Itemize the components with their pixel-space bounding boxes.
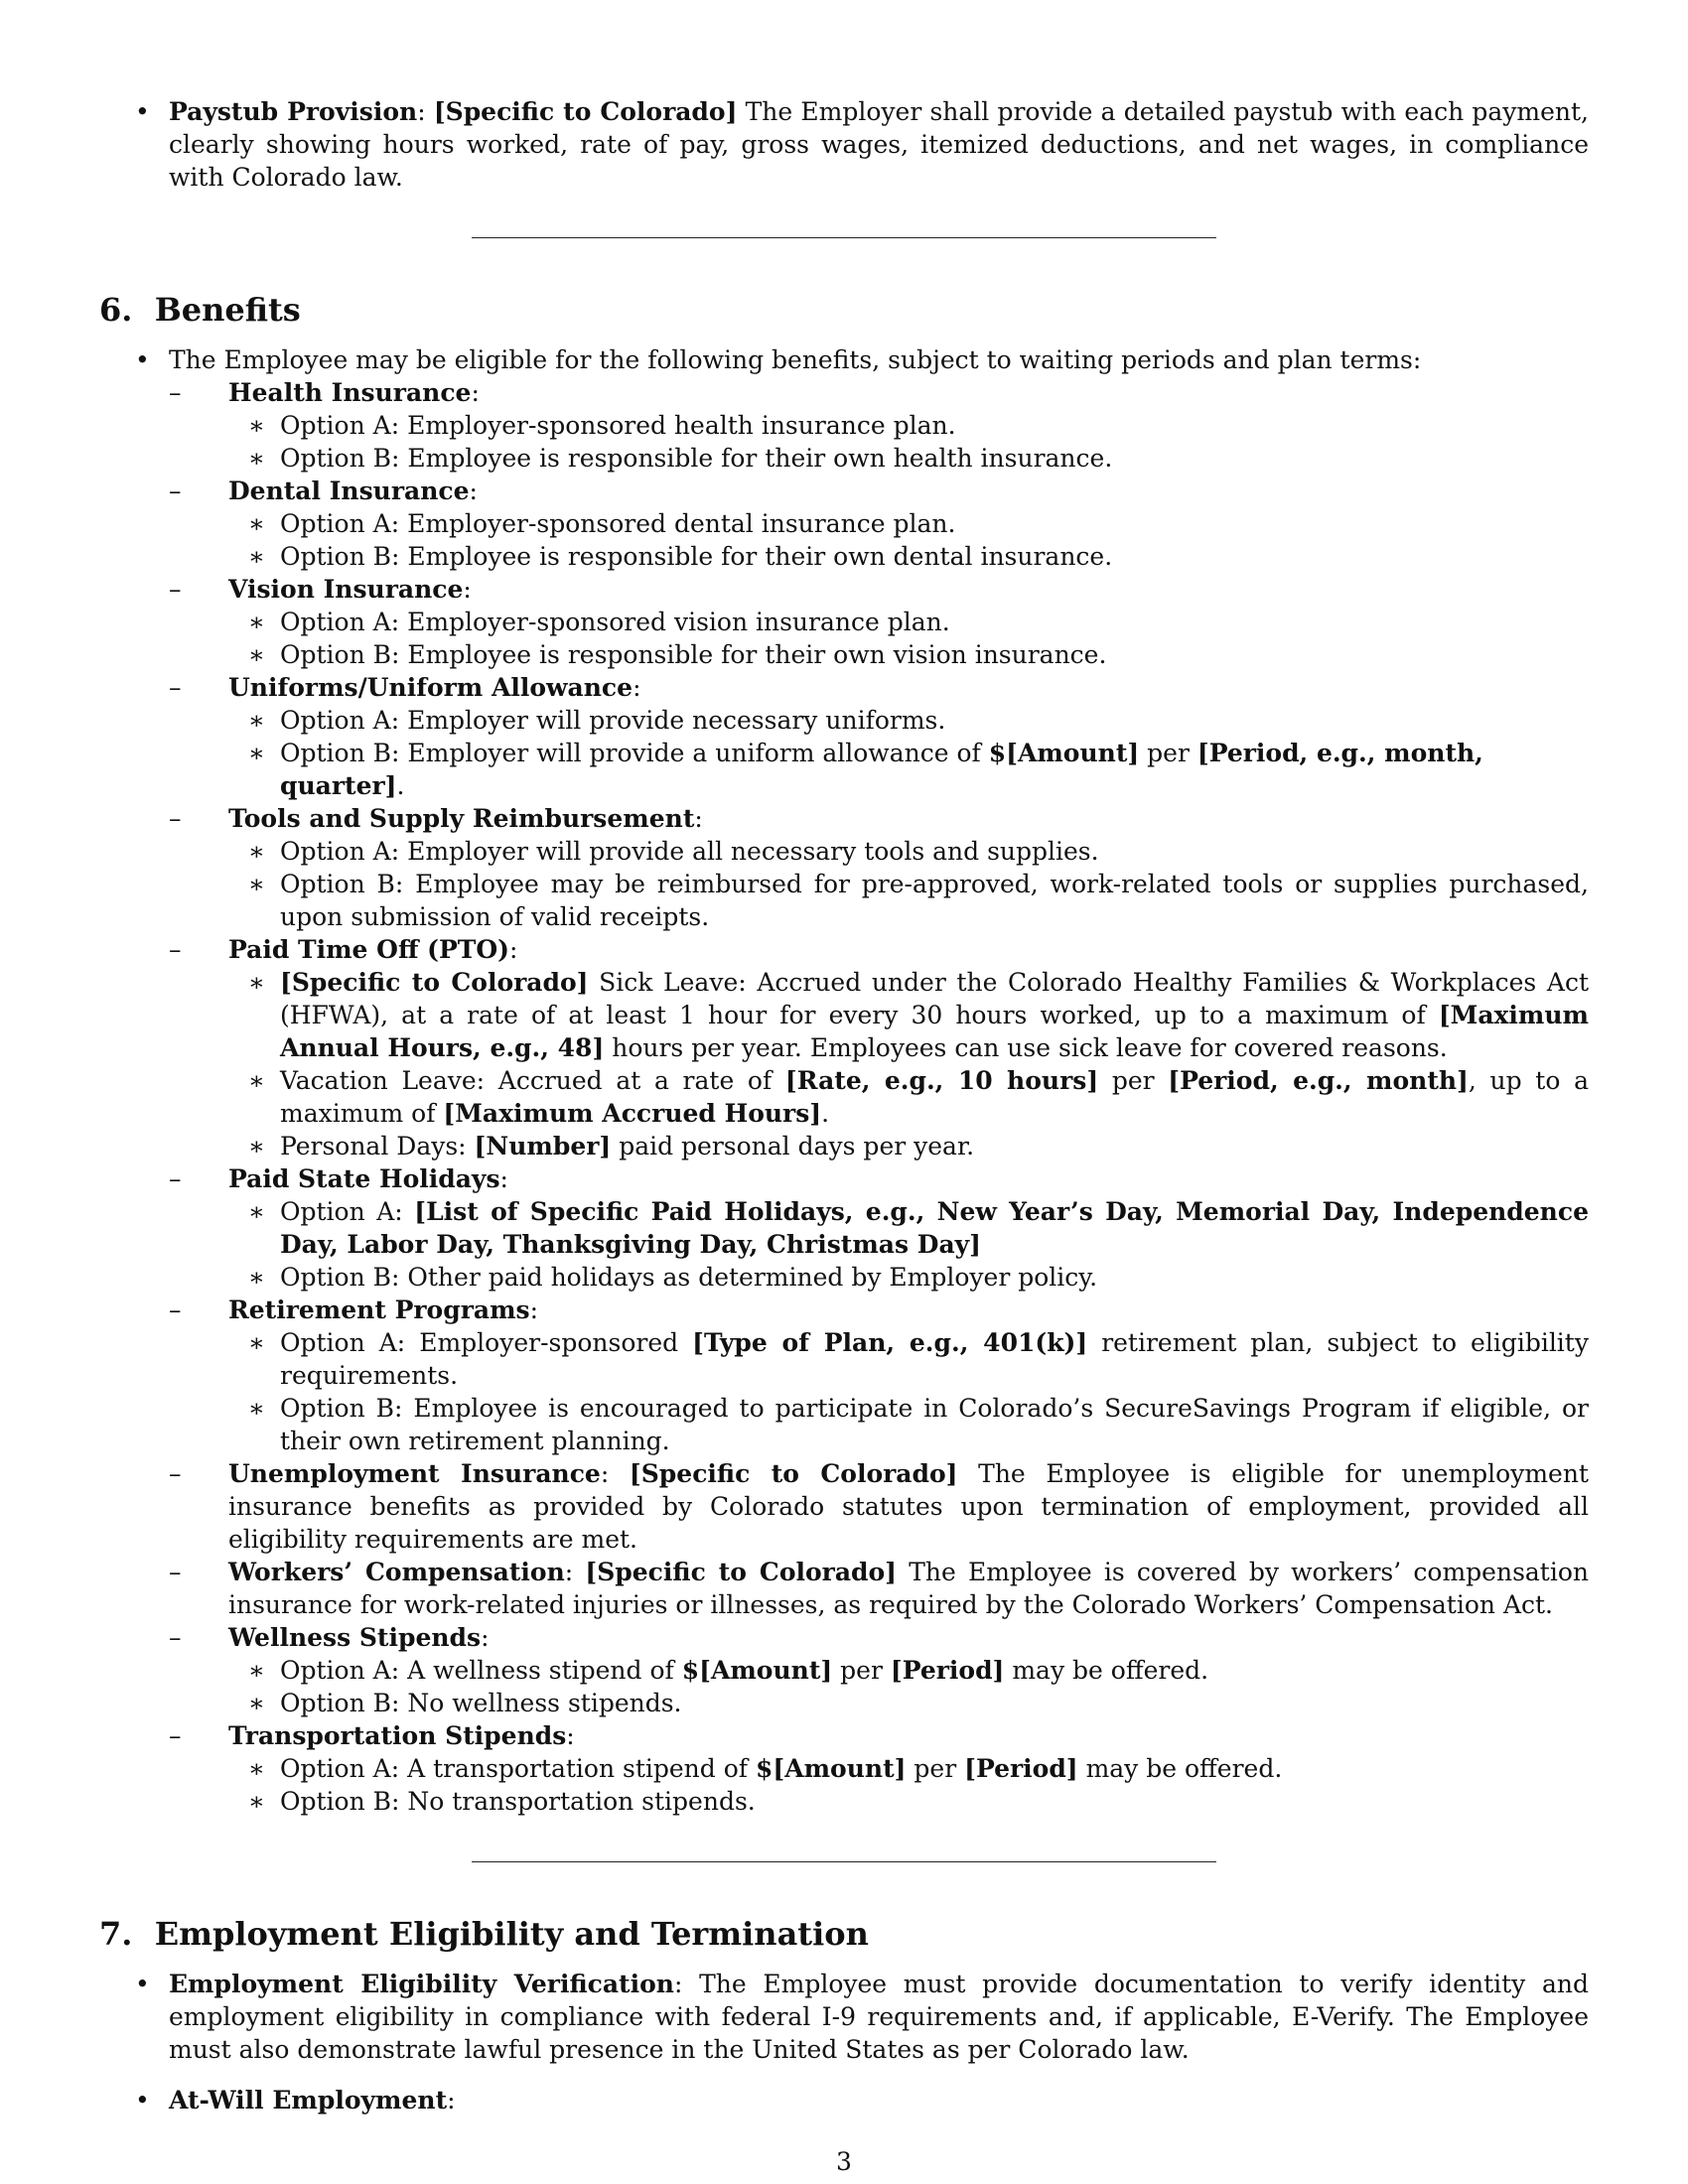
wellness-option-a: ∗ Option A: A wellness stipend of $[Amount] per [Period] may be offered. [248, 1656, 1209, 1685]
dash-icon: – [169, 1721, 182, 1750]
vision-item: – Vision Insurance: ∗ Option A: Employer-sponsored vision insurance plan. ∗ Option B: Employee is responsible for their own vision insurance. [169, 573, 1589, 671]
dash-icon: – [169, 1459, 182, 1488]
dental-label: Dental Insurance [228, 477, 470, 505]
asterisk-icon: ∗ [248, 1263, 265, 1292]
tools-option-a: ∗ Option A: Employer will provide all necessary tools and supplies. [248, 837, 1099, 866]
benefits-sublist [169, 376, 1589, 1818]
asterisk-icon: ∗ [248, 870, 265, 898]
at-will-item: • At-Will Employment: [135, 2086, 456, 2115]
dental-item: – Dental Insurance: ∗ Option A: Employer-sponsored dental insurance plan. ∗ Option B: Employee is responsible for their own dental insurance. [169, 475, 1589, 573]
vision-option-b: ∗ Option B: Employee is responsible for their own vision insurance. [248, 640, 1107, 669]
paystub-list [99, 95, 1589, 194]
asterisk-icon: ∗ [248, 1394, 265, 1423]
paystub-tag: [Specific to Colorado] [433, 97, 738, 126]
dash-icon: – [169, 477, 182, 505]
paystub-label: Paystub Provision [169, 97, 418, 126]
bullet-icon: • [135, 97, 150, 126]
health-item: – Health Insurance: ∗ Option A: Employer-sponsored health insurance plan. ∗ Option B: Employee is responsible for their own health insurance. [169, 376, 1589, 475]
section-7-number: 7. [99, 1915, 133, 1953]
workers-comp-item: – Workers’ Compensation: [Specific to Colorado] The Employee is covered by workers’ compensation insurance for work-related injuries or illnesses, as required by the Colorado Workers’ Compensation Act. [169, 1558, 1589, 1619]
bullet-icon: • [135, 1970, 150, 1998]
pto-personal-days: ∗ Personal Days: [Number] paid personal days per year. [248, 1132, 975, 1160]
section-7-heading [99, 1914, 1589, 1954]
asterisk-icon: ∗ [248, 706, 265, 735]
unemployment-item: – Unemployment Insurance: [Specific to Colorado] The Employee is eligible for unemployment insurance benefits as provided by Colorado statutes upon termination of employment, provided all eligibility requirements are met. [169, 1459, 1589, 1554]
dash-icon: – [169, 1623, 182, 1652]
bullet-icon: • [135, 345, 150, 374]
health-option-b: ∗ Option B: Employee is responsible for their own health insurance. [248, 444, 1113, 473]
section-7-title: Employment Eligibility and Termination [154, 1915, 869, 1953]
pto-label: Paid Time Off (PTO) [228, 935, 510, 964]
tools-item: – Tools and Supply Reimbursement: ∗ Option A: Employer will provide all necessary tools and supplies. ∗ Option B: Employee may be reimbursed for pre-approved, work-related tools or supplies purchased, upon submission of valid receipts. [169, 804, 1589, 931]
pto-vacation-leave: ∗ Vacation Leave: Accrued at a rate of [Rate, e.g., 10 hours] per [Period, e.g., month], up to a maximum of [Maximum Accrued Hours]. [248, 1066, 1589, 1128]
vision-option-a: ∗ Option A: Employer-sponsored vision insurance plan. [248, 608, 950, 636]
verification-text: The Employee must provide documentation to verify identity and employment eligibility in compliance with federal I-9 requirements and, if applicable, E-Verify. The Employee must also demonstrate lawful presence in the United States as per Colorado law. [169, 1970, 1590, 2064]
dash-icon: – [169, 575, 182, 604]
asterisk-icon: ∗ [248, 1066, 265, 1095]
benefits-intro: The Employee may be eligible for the following benefits, subject to waiting periods and plan terms: [169, 345, 1422, 374]
paystub-item: • Paystub Provision: [Specific to Colorado] The Employer shall provide a detailed paystub with each payment, clearly showing hours worked, rate of pay, gross wages, itemized deductions, and net wages, in compliance with Colorado law. [135, 97, 1589, 192]
transport-option-a: ∗ Option A: A transportation stipend of $[Amount] per [Period] may be offered. [248, 1754, 1283, 1783]
health-option-a: ∗ Option A: Employer-sponsored health insurance plan. [248, 411, 956, 440]
dash-icon: – [169, 804, 182, 833]
uniforms-label: Uniforms/Uniform Allowance [228, 673, 633, 702]
asterisk-icon: ∗ [248, 1197, 265, 1226]
paystub-text: The Employer shall provide a detailed paystub with each payment, clearly showing hours worked, rate of pay, gross wages, itemized deductions, and net wages, in compliance with Colorado law. [169, 97, 1589, 192]
holidays-option-b: ∗ Option B: Other paid holidays as determined by Employer policy. [248, 1263, 1098, 1292]
pto-item: – Paid Time Off (PTO): ∗ [Specific to Colorado] Sick Leave: Accrued under the Colorado Healthy Families & Workplaces Act (HFWA), at a rate of at least 1 hour for every 30 hours worked, up to a maximum of [Maximum Annual Hours, e.g., 48] hours per year. Employees can use sick leave for covered reasons. ∗ Vacation Leave: Accrued at a rate of [Rate, e.g., 10 hours] per [Period, e.g., month], up to a maximum of [Maximum Accrued Hours]. ∗ Personal Days: [Number] paid personal days per year. [169, 935, 1589, 1160]
document-page [99, 95, 1589, 2116]
dash-icon: – [169, 1164, 182, 1193]
dash-icon: – [169, 935, 182, 964]
dash-icon: – [169, 1296, 182, 1324]
transport-label: Transportation Stipends [228, 1721, 567, 1750]
uniforms-item: – Uniforms/Uniform Allowance: ∗ Option A: Employer will provide necessary uniforms. ∗ Option B: Employer will provide a uniform allowance of $[Amount] per [Period, e.g., month, quarter]. [169, 671, 1589, 802]
unemployment-label: Unemployment Insurance [228, 1459, 601, 1488]
holidays-item: – Paid State Holidays: ∗ Option A: [List of Specific Paid Holidays, e.g., New Year’s Day, Memorial Day, Independence Day, Labor Day, Thanksgiving Day, Christmas Day] ∗ Option B: Other paid holidays as determined by Employer policy. [169, 1164, 1589, 1292]
wellness-option-b: ∗ Option B: No wellness stipends. [248, 1689, 682, 1717]
benefits-intro-item [99, 343, 1589, 1818]
pto-sick-leave: ∗ [Specific to Colorado] Sick Leave: Accrued under the Colorado Healthy Families & Workplaces Act (HFWA), at a rate of at least 1 hour for every 30 hours worked, up to a maximum of [Maximum Annual Hours, e.g., 48] hours per year. Employees can use sick leave for covered reasons. [248, 968, 1589, 1062]
asterisk-icon: ∗ [248, 1656, 265, 1685]
page-number: 3 [836, 2147, 852, 2176]
asterisk-icon: ∗ [248, 1689, 265, 1717]
section-6-title: Benefits [154, 291, 301, 329]
asterisk-icon: ∗ [248, 1132, 265, 1160]
retirement-option-b: ∗ Option B: Employee is encouraged to participate in Colorado’s SecureSavings Program if eligible, or their own retirement planning. [248, 1394, 1589, 1455]
section-6-heading [99, 290, 1589, 330]
dash-icon: – [169, 1558, 182, 1586]
retirement-option-a: ∗ Option A: Employer-sponsored [Type of Plan, e.g., 401(k)] retirement plan, subject to eligibility requirements. [248, 1328, 1589, 1390]
retirement-label: Retirement Programs [228, 1296, 530, 1324]
asterisk-icon: ∗ [248, 1754, 265, 1783]
section-6-number: 6. [99, 291, 133, 329]
asterisk-icon: ∗ [248, 444, 265, 473]
dental-option-b: ∗ Option B: Employee is responsible for their own dental insurance. [248, 542, 1113, 571]
wellness-item: – Wellness Stipends: ∗ Option A: A wellness stipend of $[Amount] per [Period] may be offered. ∗ Option B: No wellness stipends. [169, 1621, 1589, 1719]
asterisk-icon: ∗ [248, 1787, 265, 1816]
asterisk-icon: ∗ [248, 837, 265, 866]
dash-icon: – [169, 673, 182, 702]
retirement-item: – Retirement Programs: ∗ Option A: Employer-sponsored [Type of Plan, e.g., 401(k)] retirement plan, subject to eligibility requirements. ∗ Option B: Employee is encouraged to participate in Colorado’s SecureSavings Program if eligible, or their own retirement planning. [169, 1296, 1589, 1455]
wellness-label: Wellness Stipends [228, 1623, 482, 1652]
workers-comp-label: Workers’ Compensation [228, 1558, 565, 1586]
uniforms-option-b: ∗ Option B: Employer will provide a uniform allowance of $[Amount] per [Period, e.g., month, quarter]. [248, 739, 1483, 800]
transport-item: – Transportation Stipends: ∗ Option A: A transportation stipend of $[Amount] per [Period] may be offered. ∗ Option B: No transportation stipends. [169, 1719, 1589, 1818]
eligibility-list [99, 1968, 1589, 2116]
tools-label: Tools and Supply Reimbursement [228, 804, 695, 833]
transport-option-b: ∗ Option B: No transportation stipends. [248, 1787, 756, 1816]
asterisk-icon: ∗ [248, 1328, 265, 1357]
tools-option-b: ∗ Option B: Employee may be reimbursed for pre-approved, work-related tools or supplies purchased, upon submission of valid receipts. [248, 870, 1589, 931]
vision-label: Vision Insurance [228, 575, 464, 604]
dental-option-a: ∗ Option A: Employer-sponsored dental insurance plan. [248, 509, 956, 538]
asterisk-icon: ∗ [248, 608, 265, 636]
bullet-icon: • [135, 2086, 150, 2115]
holidays-label: Paid State Holidays [228, 1164, 500, 1193]
health-label: Health Insurance [228, 378, 472, 407]
verification-item: • Employment Eligibility Verification: The Employee must provide documentation to verify identity and employment eligibility in compliance with federal I-9 requirements and, if applicable, E-Verify. The Employee must also demonstrate lawful presence in the United States as per Colorado law. [135, 1970, 1590, 2064]
at-will-label: At-Will Employment [169, 2086, 448, 2115]
asterisk-icon: ∗ [248, 542, 265, 571]
holidays-option-a: ∗ Option A: [List of Specific Paid Holidays, e.g., New Year’s Day, Memorial Day, Independence Day, Labor Day, Thanksgiving Day, Christmas Day] [248, 1197, 1589, 1259]
asterisk-icon: ∗ [248, 739, 265, 767]
dash-icon: – [169, 378, 182, 407]
asterisk-icon: ∗ [248, 509, 265, 538]
asterisk-icon: ∗ [248, 411, 265, 440]
verification-label: Employment Eligibility Verification [169, 1970, 674, 1998]
uniforms-option-a: ∗ Option A: Employer will provide necessary uniforms. [248, 706, 946, 735]
asterisk-icon: ∗ [248, 968, 265, 997]
benefits-list [99, 343, 1589, 1818]
asterisk-icon: ∗ [248, 640, 265, 669]
